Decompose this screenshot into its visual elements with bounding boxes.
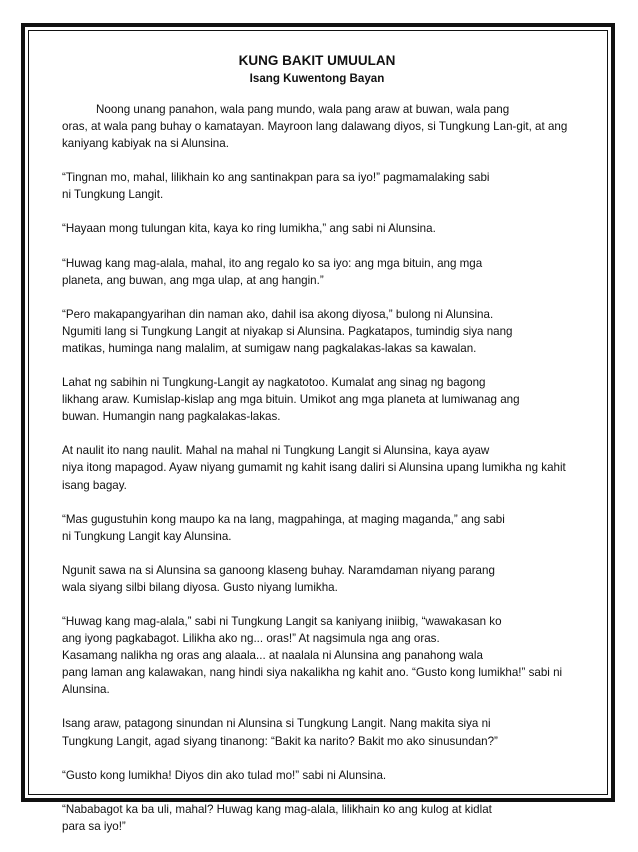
paragraph-line: oras, at wala pang buhay o kamatayan. Mayroon lang dalawang diyos, si Tungkung Lan-git, at ang xyxy=(62,120,568,134)
document-title: KUNG BAKIT UMUULAN xyxy=(238,53,396,68)
story-paragraph xyxy=(62,255,572,289)
story-paragraph xyxy=(62,801,572,835)
paragraph-line: likhang araw. Kumislap-kislap ang mga bituin. Umikot ang mga planeta at lumiwanag ang xyxy=(62,393,520,407)
story-paragraph xyxy=(62,767,572,784)
story-paragraph xyxy=(62,306,572,357)
paragraph-line: “Nababagot ka ba uli, mahal? Huwag kang mag-alala, lilikhain ko ang kulog at kidlat xyxy=(62,802,492,816)
paragraph-line: isang bagay. xyxy=(62,478,127,492)
paragraph-line: Kasamang nalikha ng oras ang alaala... at naalala ni Alunsina ang panahong wala xyxy=(62,649,483,663)
paragraph-line: Lahat ng sabihin ni Tungkung-Langit ay nagkatotoo. Kumalat ang sinag ng bagong xyxy=(62,376,486,390)
paragraph-line: kaniyang kabiyak na si Alunsina. xyxy=(62,137,229,151)
paragraph-line: planeta, ang buwan, ang mga ulap, at ang hangin.” xyxy=(62,273,324,287)
document-subtitle: Isang Kuwentong Bayan xyxy=(249,72,385,85)
paragraph-line: pang laman ang kalawakan, nang hindi siya nakalikha ng kahit ano. “Gusto kong lumikha!” sabi ni xyxy=(62,666,563,680)
paragraph-line: niya itong mapagod. Ayaw niyang gumamit ng kahit isang daliri si Alunsina upang lumikha ng kahit xyxy=(62,461,566,475)
story-paragraph xyxy=(62,374,572,425)
paragraph-line: “Pero makapangyarihan din naman ako, dahil isa akong diyosa,” bulong ni Alunsina. xyxy=(62,307,494,321)
story-paragraph xyxy=(62,442,572,493)
paragraph-line: “Huwag kang mag-alala,” sabi ni Tungkung Langit sa kaniyang iniibig, “wawakasan ko xyxy=(62,614,502,628)
story-paragraph xyxy=(62,715,572,749)
paragraph-line: wala siyang silbi bilang diyosa. Gusto niyang lumikha. xyxy=(62,580,338,594)
paragraph-line: Tungkung Langit, agad siyang tinanong: “Bakit ka narito? Bakit mo ako sinusundan?” xyxy=(62,734,498,748)
story-paragraph xyxy=(62,511,572,545)
paragraph-line: matikas, huminga nang malalim, at sumigaw nang pagkalakas-lakas sa kawalan. xyxy=(62,341,477,355)
paragraph-line: para sa iyo!” xyxy=(62,819,126,833)
paragraph-line: Alunsina. xyxy=(62,683,110,697)
paragraph-line: “Mas gugustuhin kong maupo ka na lang, magpahinga, at maging maganda,” ang sabi xyxy=(62,512,505,526)
paragraph-line: ang iyong pagkabagot. Lilikha ako ng... oras!” At nagsimula nga ang oras. xyxy=(62,632,440,646)
paragraph-line: At naulit ito nang naulit. Mahal na mahal ni Tungkung Langit si Alunsina, kaya ayaw xyxy=(62,444,490,458)
paragraph-line: Ngunit sawa na si Alunsina sa ganoong klaseng buhay. Naramdaman niyang parang xyxy=(62,563,495,577)
paragraph-line: Isang araw, patagong sinundan ni Alunsina si Tungkung Langit. Nang makita siya ni xyxy=(62,717,491,731)
story-paragraph xyxy=(62,613,572,698)
paragraph-line: “Tingnan mo, mahal, lilikhain ko ang santinakpan para sa iyo!” pagmamalaking sabi xyxy=(62,171,490,185)
paragraph-line: “Huwag kang mag-alala, mahal, ito ang regalo ko sa iyo: ang mga bituin, ang mga xyxy=(62,256,483,270)
story-paragraph xyxy=(62,101,572,152)
story-paragraph xyxy=(62,169,572,203)
paragraph-line: “Hayaan mong tulungan kita, kaya ko ring lumikha,” ang sabi ni Alunsina. xyxy=(62,222,436,236)
paragraph-line: Noong unang panahon, wala pang mundo, wala pang araw at buwan, wala pang xyxy=(96,103,510,116)
paragraph-line: Ngumiti lang si Tungkung Langit at niyakap si Alunsina. Pagkatapos, tumindig siya nang xyxy=(62,324,513,338)
paragraph-line: “Gusto kong lumikha! Diyos din ako tulad mo!” sabi ni Alunsina. xyxy=(62,768,387,782)
paragraph-list xyxy=(62,101,572,835)
story-paragraph xyxy=(62,562,572,596)
document-body xyxy=(62,52,572,852)
story-paragraph xyxy=(62,220,572,237)
paragraph-line: buwan. Humangin nang pagkalakas-lakas. xyxy=(62,410,281,424)
paragraph-line: ni Tungkung Langit kay Alunsina. xyxy=(62,529,232,543)
paragraph-line: ni Tungkung Langit. xyxy=(62,188,164,202)
